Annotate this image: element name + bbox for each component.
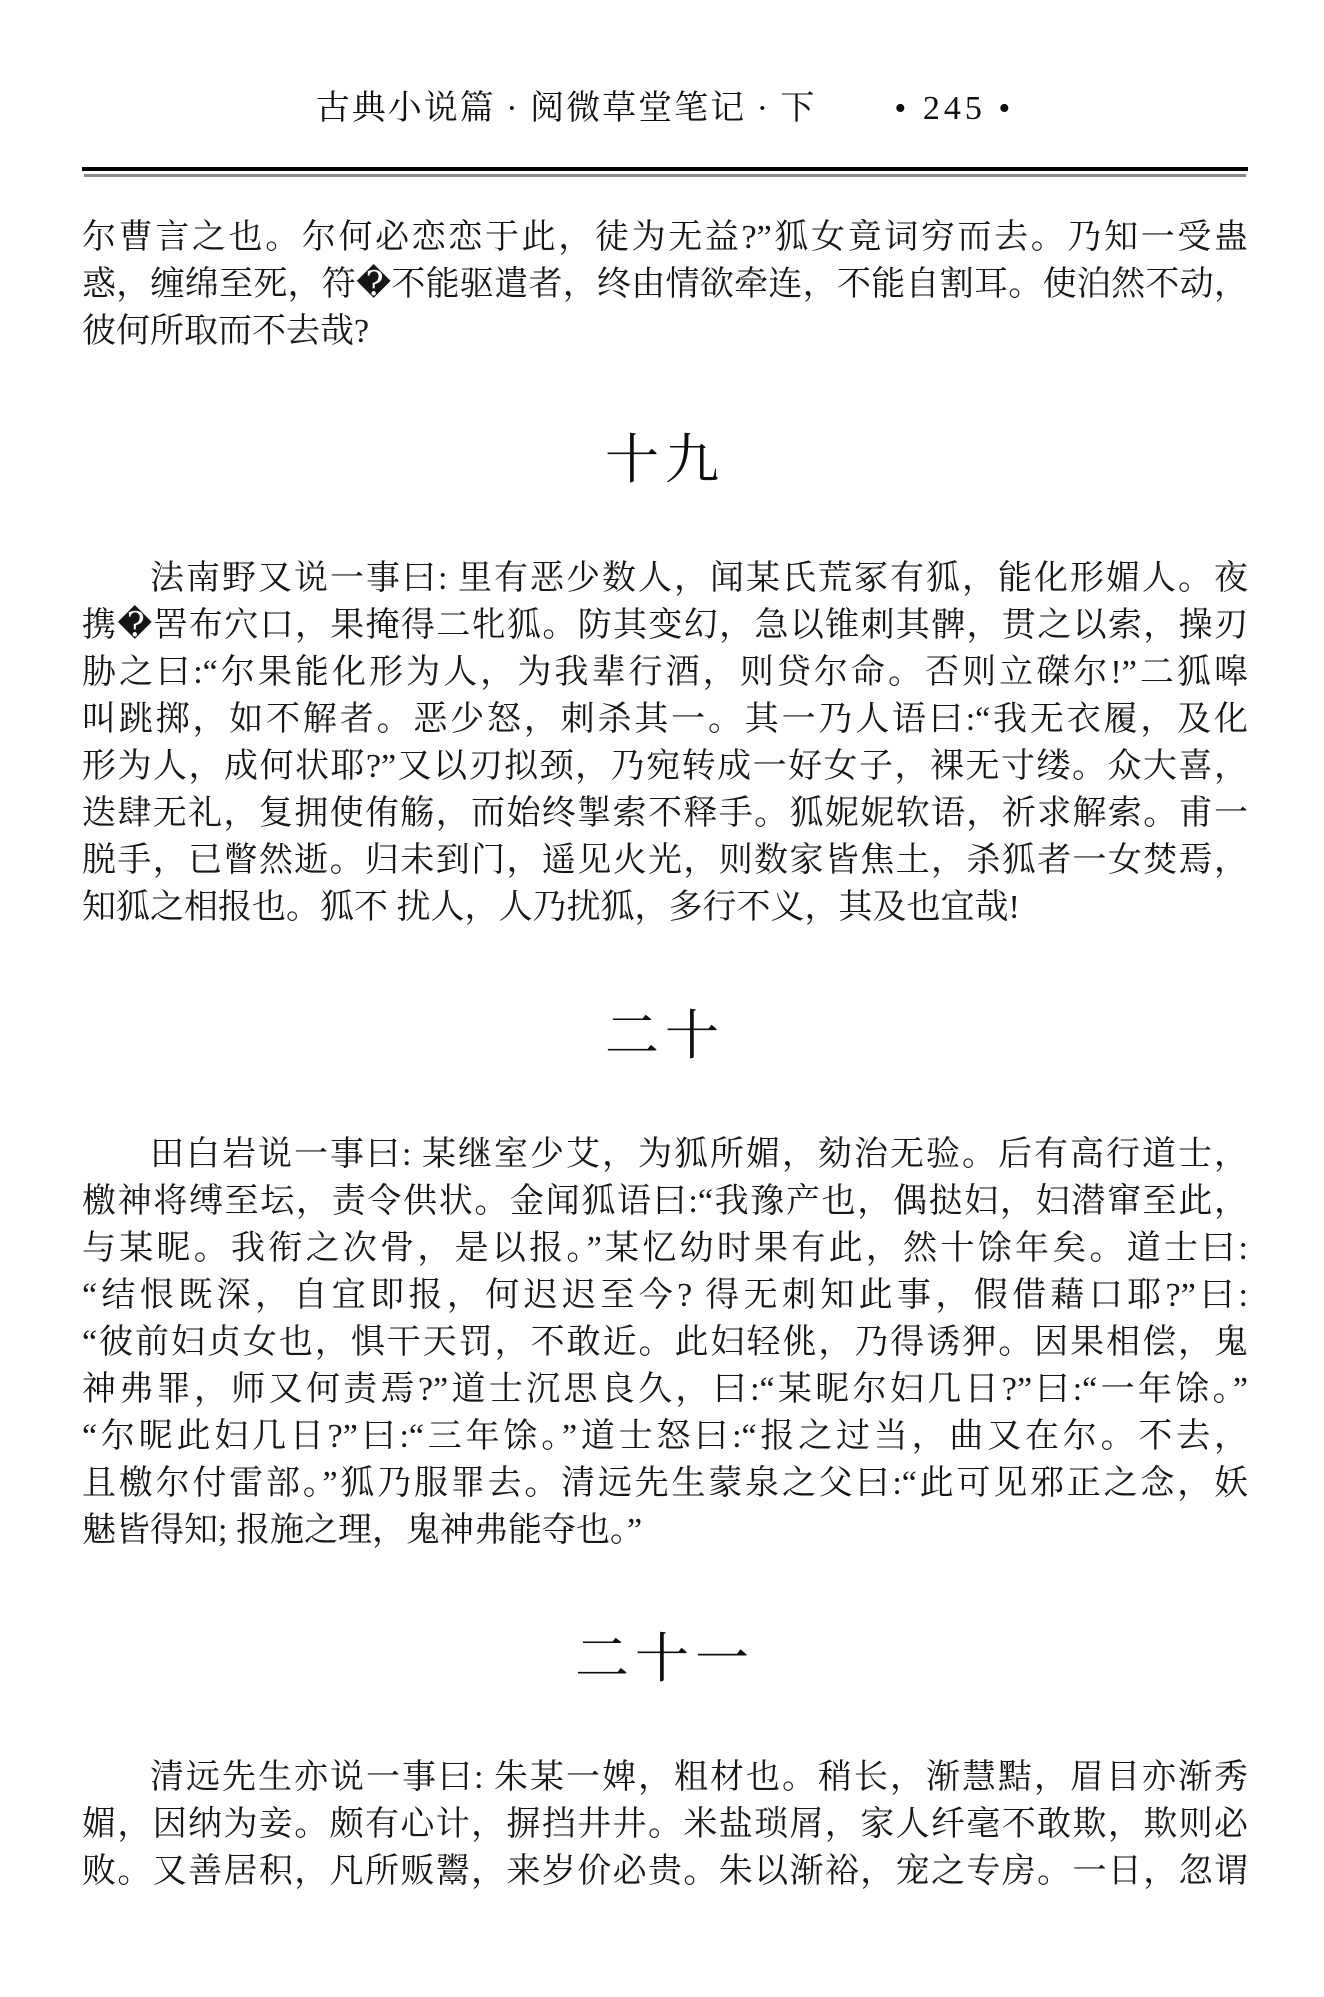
text-line: 田白岩说一事曰: 某继室少艾，为狐所媚，劾治无验。后有高行道士， <box>150 1136 1248 1173</box>
text-line: 与某昵。我衔之次骨，是以报。”某忆幼时果有此，然十馀年矣。道士曰: <box>82 1230 1248 1267</box>
section-heading-twentyone: 二十一 <box>575 1629 755 1689</box>
text-line: 媚，因纳为妾。颇有心计，摒挡井井。米盐琐屑，家人纤毫不敢欺，欺则必 <box>82 1806 1248 1843</box>
text-line: 胁之曰:“尔果能化形为人，为我辈行酒，则贷尔命。否则立磔尔!”二狐嗥 <box>82 654 1248 691</box>
text-line: 携�罟布穴口，果掩得二牝狐。防其变幻，急以锥刺其髀，贯之以索，操刃 <box>82 607 1248 644</box>
text-line: 檄神将缚至坛，责令供状。金闻狐语曰:“我豫产也，偶挞妇，妇潜窜至此， <box>82 1183 1248 1220</box>
text-line: “结恨既深，自宜即报，何迟迟至今? 得无刺知此事，假借藉口耶?”曰: <box>82 1277 1248 1314</box>
header-rule <box>82 167 1248 174</box>
paragraph-section-twentyone <box>82 1754 1248 1895</box>
page-number: • 245 • <box>894 90 1015 127</box>
paragraph-section-twenty <box>82 1131 1248 1554</box>
text-line: 神弗罪，师又何责焉?”道士沉思良久，曰:“某昵尔妇几日?”曰:“一年馀。” <box>82 1371 1248 1408</box>
text-line: 脱手，已瞥然逝。归未到门，遥见火光，则数家皆焦土，杀狐者一女焚焉， <box>82 842 1248 879</box>
text-line: 叫跳掷，如不解者。恶少怒，刺杀其一。其一乃人语曰:“我无衣履，及化 <box>82 701 1248 738</box>
running-title: 古典小说篇 · 阅微草堂笔记 · 下 <box>315 90 817 127</box>
text-line: 迭肆无礼，复拥使侑觞，而始终掣索不释手。狐妮妮软语，祈求解索。甫一 <box>82 795 1248 832</box>
paragraph-section-nineteen <box>82 555 1248 931</box>
text-line: 法南野又说一事曰: 里有恶少数人，闻某氏荒冢有狐，能化形媚人。夜 <box>150 560 1248 597</box>
text-line: 形为人，成何状耶?”又以刃拟颈，乃宛转成一好女子，裸无寸缕。众大喜， <box>82 748 1248 785</box>
text-line: 尔曹言之也。尔何必恋恋于此，徒为无益?”狐女竟词穷而去。乃知一受蛊 <box>82 219 1248 256</box>
section-heading-nineteen: 十九 <box>605 430 725 490</box>
text-line: 魅皆得知; 报施之理，鬼神弗能夺也。” <box>82 1512 643 1549</box>
text-line: 彼何所取而不去哉? <box>82 313 370 350</box>
text-line: 清远先生亦说一事曰: 朱某一婢，粗材也。稍长，渐慧黠，眉目亦渐秀 <box>150 1759 1248 1796</box>
text-line: 且檄尔付雷部。”狐乃服罪去。清远先生蒙泉之父曰:“此可见邪正之念，妖 <box>82 1465 1248 1502</box>
text-line: 败。又善居积，凡所贩鬻，来岁价必贵。朱以渐裕，宠之专房。一日，忽谓 <box>82 1853 1248 1890</box>
page-header <box>82 88 1248 129</box>
section-heading-twenty: 二十 <box>605 1006 725 1066</box>
paragraph-continuation <box>82 214 1248 355</box>
text-line: 惑，缠绵至死，符�不能驱遣者，终由情欲牵连，不能自割耳。使泊然不动， <box>82 266 1248 303</box>
text-line: “彼前妇贞女也，惧干天罚，不敢近。此妇轻佻，乃得诱狎。因果相偿，鬼 <box>82 1324 1248 1361</box>
text-line: 知狐之相报也。狐不 扰人，人乃扰狐，多行不义，其及也宜哉! <box>82 889 1020 926</box>
text-line: “尔昵此妇几日?”曰:“三年馀。”道士怒曰:“报之过当，曲又在尔。不去， <box>82 1418 1248 1455</box>
